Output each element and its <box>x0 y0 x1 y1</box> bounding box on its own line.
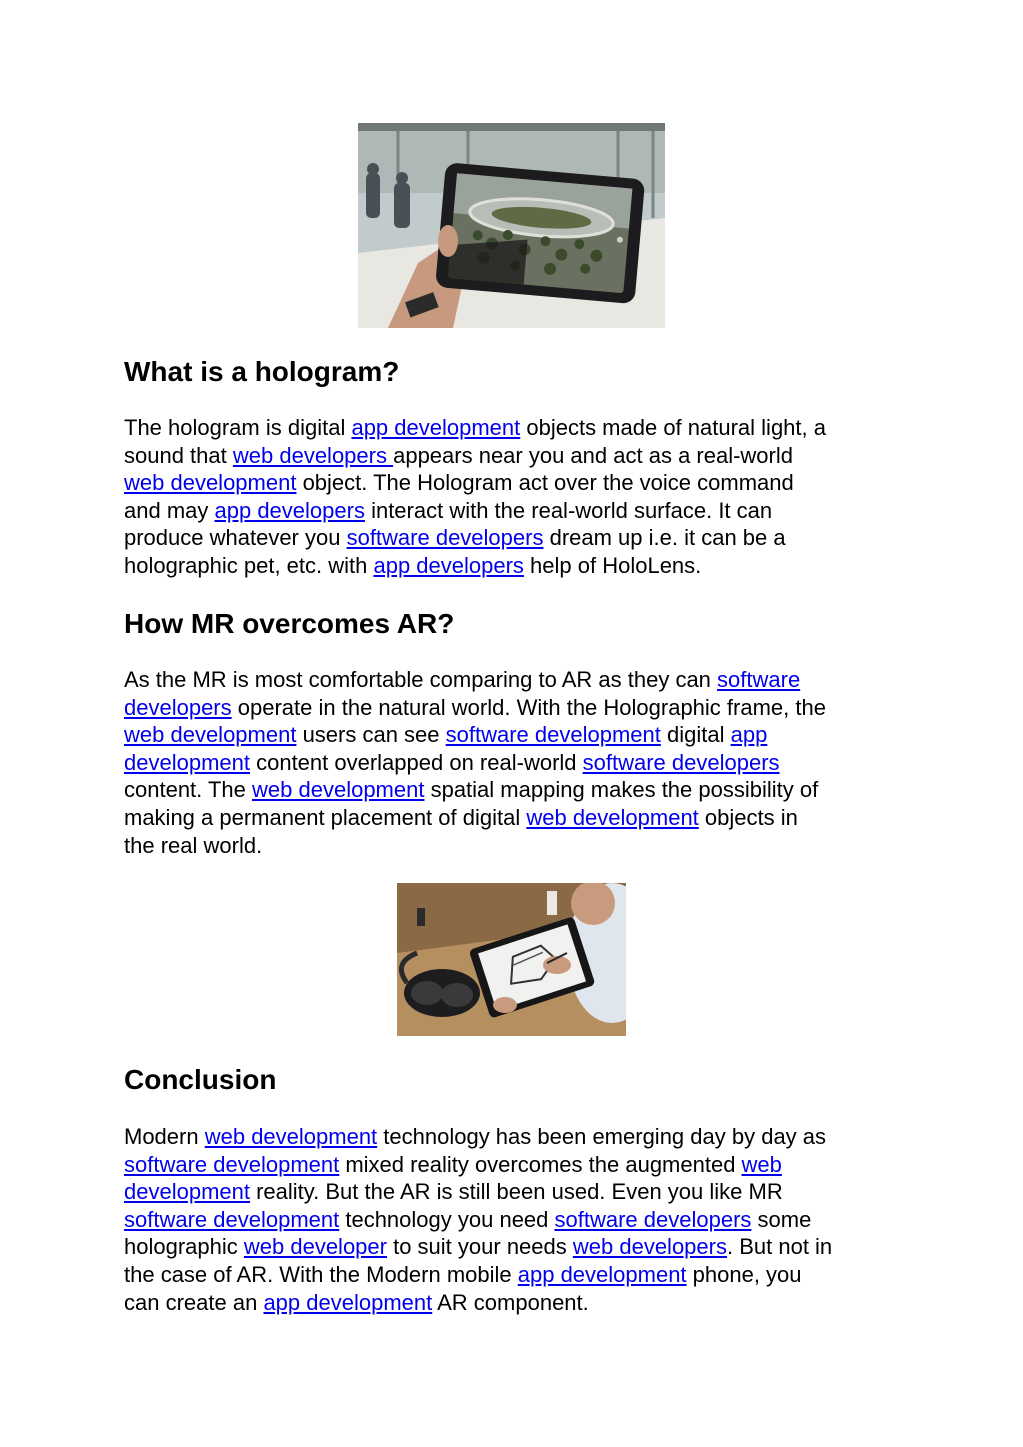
inline-link[interactable]: web developers <box>232 442 394 468</box>
text-segment: reality. But the AR is still been used. Even you like MR <box>249 1179 783 1205</box>
text-segment: mixed reality overcomes the augmented <box>339 1151 742 1177</box>
text-segment: digital <box>660 722 731 748</box>
inline-link[interactable]: software developers <box>582 749 780 775</box>
text-segment: The hologram is digital <box>124 415 352 440</box>
text-segment: content. The <box>124 777 253 803</box>
text-segment: help of HoloLens. <box>523 552 702 578</box>
inline-link[interactable]: app <box>730 722 768 748</box>
text-segment: objects made of natural light, a <box>520 415 826 440</box>
inline-link[interactable]: software development <box>124 1206 340 1232</box>
text-segment: AR component. <box>432 1289 589 1315</box>
inline-link[interactable]: web development <box>252 777 425 803</box>
text-segment: dream up i.e. it can be a <box>543 525 786 551</box>
text-line <box>124 721 914 749</box>
text-segment: technology you need <box>339 1206 555 1232</box>
text-line <box>124 469 914 497</box>
paragraph-conclusion <box>124 1123 914 1316</box>
text-line <box>124 414 914 442</box>
text-line <box>124 552 914 580</box>
text-segment: holographic pet, etc. with <box>124 552 374 578</box>
text-segment: can create an <box>124 1289 264 1315</box>
inline-link[interactable]: software development <box>445 722 661 748</box>
text-segment: technology has been emerging day by day as <box>377 1124 827 1149</box>
inline-link[interactable]: developers <box>124 694 232 720</box>
text-line <box>124 1206 914 1234</box>
tablet-hologram-illustration <box>358 123 665 328</box>
inline-link[interactable]: web <box>741 1151 782 1177</box>
inline-link[interactable]: web developers <box>572 1234 727 1260</box>
text-segment: to suit your needs <box>386 1234 573 1260</box>
text-segment: the real world. <box>124 832 263 858</box>
text-line <box>124 1261 914 1289</box>
inline-link[interactable]: web development <box>526 804 699 830</box>
text-segment: interact with the real-world surface. It can <box>364 497 773 523</box>
text-line <box>124 1123 914 1151</box>
text-line <box>124 776 914 804</box>
text-segment: produce whatever you <box>124 525 347 551</box>
inline-link[interactable]: development <box>124 1179 250 1205</box>
paragraph-mr <box>124 666 914 859</box>
text-segment: making a permanent placement of digital <box>124 804 527 830</box>
paragraph-hologram <box>124 414 914 580</box>
text-line <box>124 1289 914 1317</box>
text-segment: users can see <box>296 722 446 748</box>
inline-link[interactable]: software developers <box>554 1206 752 1232</box>
drawing-tablet-illustration <box>397 883 626 1036</box>
inline-link[interactable]: web development <box>124 722 297 748</box>
inline-link[interactable]: app development <box>263 1289 433 1315</box>
text-line <box>124 442 914 470</box>
text-segment: sound that <box>124 442 233 468</box>
tablet-hologram-photo <box>358 123 665 328</box>
inline-link[interactable]: development <box>124 749 250 775</box>
heading-conclusion: Conclusion <box>124 1064 277 1095</box>
text-line <box>124 832 914 860</box>
text-line <box>124 1151 914 1179</box>
text-segment: phone, you <box>686 1261 802 1287</box>
inline-link[interactable]: app developers <box>373 552 524 578</box>
text-line <box>124 1178 914 1206</box>
text-segment: holographic <box>124 1234 244 1260</box>
text-line <box>124 749 914 777</box>
text-segment: Modern <box>124 1124 205 1149</box>
text-segment: the case of AR. With the Modern mobile <box>124 1261 518 1287</box>
inline-link[interactable]: software developers <box>346 525 544 551</box>
inline-link[interactable]: software development <box>124 1151 340 1177</box>
text-segment: operate in the natural world. With the Holographic frame, the <box>231 694 826 720</box>
text-line <box>124 1233 914 1261</box>
inline-link[interactable]: app development <box>351 415 521 440</box>
text-line <box>124 497 914 525</box>
text-line <box>124 666 914 694</box>
inline-link[interactable]: app development <box>517 1261 687 1287</box>
inline-link[interactable]: app developers <box>214 497 365 523</box>
heading-what-is-hologram: What is a hologram? <box>124 356 400 387</box>
text-segment: and may <box>124 497 215 523</box>
text-segment: content overlapped on real-world <box>249 749 583 775</box>
text-segment: some <box>751 1206 812 1232</box>
inline-link[interactable]: web developer <box>243 1234 387 1260</box>
text-line <box>124 524 914 552</box>
text-segment: appears near you and act as a real-world <box>393 442 793 468</box>
text-segment: spatial mapping makes the possibility of <box>424 777 819 803</box>
heading-mr-overcomes-ar: How MR overcomes AR? <box>124 608 455 639</box>
text-segment: As the MR is most comfortable comparing to AR as they can <box>124 667 718 692</box>
inline-link[interactable]: software <box>717 667 801 692</box>
text-segment: objects in <box>698 804 798 830</box>
text-line <box>124 694 914 722</box>
inline-link[interactable]: web development <box>124 470 297 496</box>
text-line <box>124 804 914 832</box>
inline-link[interactable]: web development <box>204 1124 378 1149</box>
text-segment: object. The Hologram act over the voice command <box>296 470 794 496</box>
text-segment: . But not in <box>726 1234 833 1260</box>
drawing-tablet-photo <box>397 883 626 1036</box>
